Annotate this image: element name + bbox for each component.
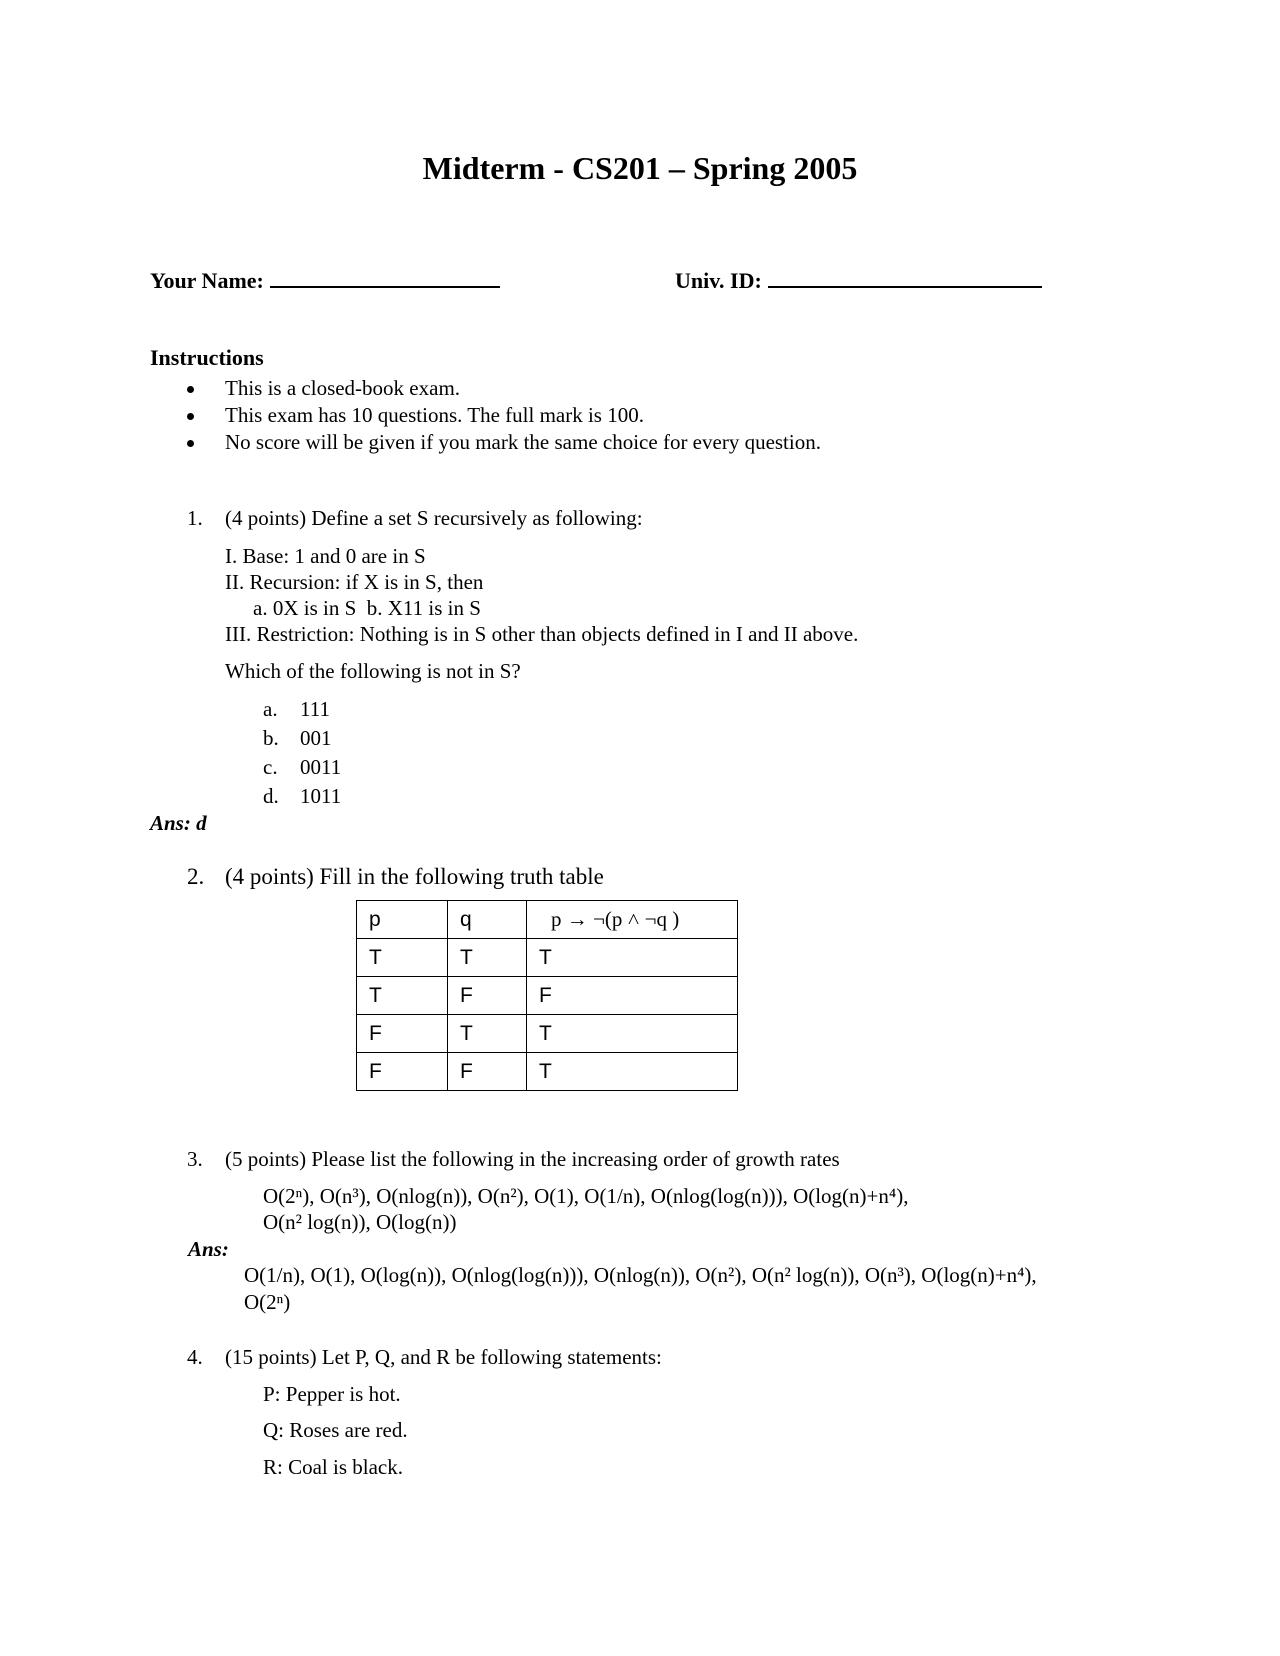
question-3-prompt: (5 points) Please list the following in the increasing order of growth rates: [225, 1147, 840, 1171]
table-cell: T: [527, 1015, 738, 1053]
choice-a-letter: a.: [263, 697, 278, 721]
question-1-recursion-cases: a. 0X is in S b. X11 is in S: [253, 596, 481, 620]
question-1-number: 1.: [187, 506, 203, 530]
question-2-prompt: (4 points) Fill in the following truth table: [225, 864, 604, 889]
question-1-recursion-rule: II. Recursion: if X is in S, then: [225, 570, 484, 594]
table-row: [357, 977, 738, 1015]
question-3-answer-line-1: O(1/n), O(1), O(log(n)), O(nlog(log(n))), O(nlog(n)), O(n²), O(n² log(n)), O(n³), O(log(n)+n⁴),: [244, 1263, 1037, 1287]
question-1-prompt: (4 points) Define a set S recursively as following:: [225, 506, 643, 530]
choice-b-text: 001: [300, 726, 332, 750]
page-title: Midterm - CS201 – Spring 2005: [422, 150, 858, 186]
question-3-answer-label: Ans:: [188, 1237, 229, 1261]
instructions-heading: Instructions: [150, 345, 264, 370]
table-cell: F: [357, 1053, 448, 1091]
header-q: q: [448, 901, 527, 939]
truth-table: [356, 900, 738, 1091]
table-cell: T: [448, 939, 527, 977]
table-cell: F: [448, 977, 527, 1015]
univ-id-field[interactable]: [675, 266, 1042, 294]
choice-c-text: 0011: [300, 755, 342, 779]
name-field[interactable]: [150, 266, 500, 294]
statement-q: Q: Roses are red.: [263, 1418, 408, 1442]
table-cell: T: [527, 939, 738, 977]
table-cell: T: [357, 939, 448, 977]
univ-id-blank[interactable]: [768, 266, 1042, 288]
choice-a-text: 111: [300, 697, 330, 721]
instructions-list: [150, 375, 821, 456]
instruction-item: This is a closed-book exam.: [150, 375, 821, 402]
table-cell: F: [448, 1053, 527, 1091]
table-row: [357, 1053, 738, 1091]
name-label: Your Name:: [150, 268, 264, 293]
table-cell: F: [527, 977, 738, 1015]
question-2-number: 2.: [187, 864, 205, 889]
table-row: [357, 1015, 738, 1053]
statement-r: R: Coal is black.: [263, 1455, 403, 1479]
choice-d-text: 1011: [300, 784, 342, 808]
question-3-number: 3.: [187, 1147, 203, 1171]
table-row: [357, 939, 738, 977]
question-1-restriction-rule: III. Restriction: Nothing is in S other than objects defined in I and II above.: [225, 622, 859, 646]
question-3-list-line-2: O(n² log(n)), O(log(n)): [263, 1210, 457, 1234]
statement-p: P: Pepper is hot.: [263, 1382, 401, 1406]
header-expression: p → ¬(p ˄ ¬q ): [527, 901, 738, 939]
table-cell: T: [527, 1053, 738, 1091]
question-1-answer: Ans: d: [150, 811, 207, 835]
question-4-number: 4.: [187, 1345, 203, 1369]
choice-d-letter: d.: [263, 784, 279, 808]
instruction-item: This exam has 10 questions. The full mark is 100.: [150, 402, 821, 429]
question-1-base-rule: I. Base: 1 and 0 are in S: [225, 544, 426, 568]
question-4-prompt: (15 points) Let P, Q, and R be following statements:: [225, 1345, 662, 1369]
question-1-question: Which of the following is not in S?: [225, 659, 521, 683]
bullet-icon: [187, 440, 194, 447]
name-blank[interactable]: [270, 266, 500, 288]
table-cell: T: [448, 1015, 527, 1053]
bullet-icon: [187, 413, 194, 420]
table-cell: F: [357, 1015, 448, 1053]
bullet-icon: [187, 386, 194, 393]
choice-c-letter: c.: [263, 755, 278, 779]
table-cell: T: [357, 977, 448, 1015]
truth-table-header-row: [357, 901, 738, 939]
univ-id-label: Univ. ID:: [675, 268, 762, 293]
header-p: p: [357, 901, 448, 939]
choice-b-letter: b.: [263, 726, 279, 750]
question-3-answer-line-2: O(2ⁿ): [244, 1290, 291, 1314]
question-3-list-line-1: O(2ⁿ), O(n³), O(nlog(n)), O(n²), O(1), O(1/n), O(nlog(log(n))), O(log(n)+n⁴),: [263, 1184, 909, 1208]
instruction-item: No score will be given if you mark the same choice for every question.: [150, 429, 821, 456]
